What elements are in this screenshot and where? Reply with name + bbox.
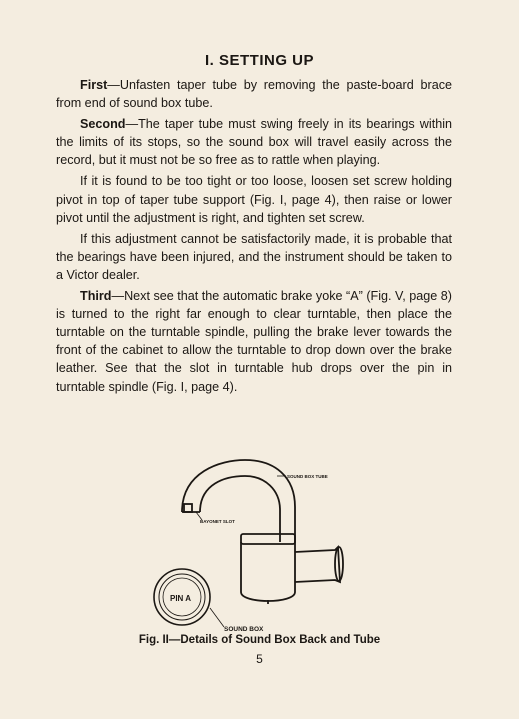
- first-lead: First: [80, 78, 108, 92]
- section-heading: I. SETTING UP: [204, 52, 314, 69]
- second-text: —The taper tube must swing freely in its bearings within the limits of its stops, so the sound box will travel easily across the record, but it must not be so free as to rattle when playing.: [56, 117, 452, 168]
- label-sound-box: SOUND BOX: [224, 626, 264, 633]
- label-pin-a: PIN A: [170, 594, 192, 603]
- third-lead: Third: [80, 289, 112, 304]
- third-text: —Next see that the automatic brake yoke “A” (Fig. V, page 8) is turned to the right far enough to clear turntable, then place the turntable on the turntable spindle, pulling the brake lever towards the front of the cabinet to allow the turntable to drop down over the brake leather. See that the slot in turntable hub drops over the pin in turntable spindle (Fig. I, page 4).: [56, 289, 452, 394]
- sound-box-figure: [140, 452, 380, 637]
- page-number: 5: [256, 652, 263, 666]
- paragraph-dealer: If this adjustment cannot be satisfactorily made, it is probable that the bearings have been injured, and the instrument should be taken to a Victor dealer.: [56, 231, 452, 282]
- paragraph-first: [56, 76, 452, 112]
- instructions-body: [56, 76, 452, 399]
- first-text: —Unfasten taper tube by removing the paste-board brace from end of sound box tube.: [56, 78, 452, 111]
- figure-caption: Fig. II—Details of Sound Box Back and Tube: [138, 634, 381, 646]
- label-bayonet-slot: BAYONET SLOT: [200, 519, 235, 524]
- second-lead: Second: [80, 117, 126, 132]
- label-sound-box-tube: SOUND BOX TUBE: [287, 474, 328, 479]
- paragraph-tight: If it is found to be too tight or too loose, loosen set screw holding pivot in top of taper tube support (Fig. I, page 4), then raise or lower pivot until the adjustment is right, and tighten set screw.: [56, 174, 452, 225]
- paragraph-third: [56, 287, 452, 396]
- paragraph-second: [56, 115, 452, 169]
